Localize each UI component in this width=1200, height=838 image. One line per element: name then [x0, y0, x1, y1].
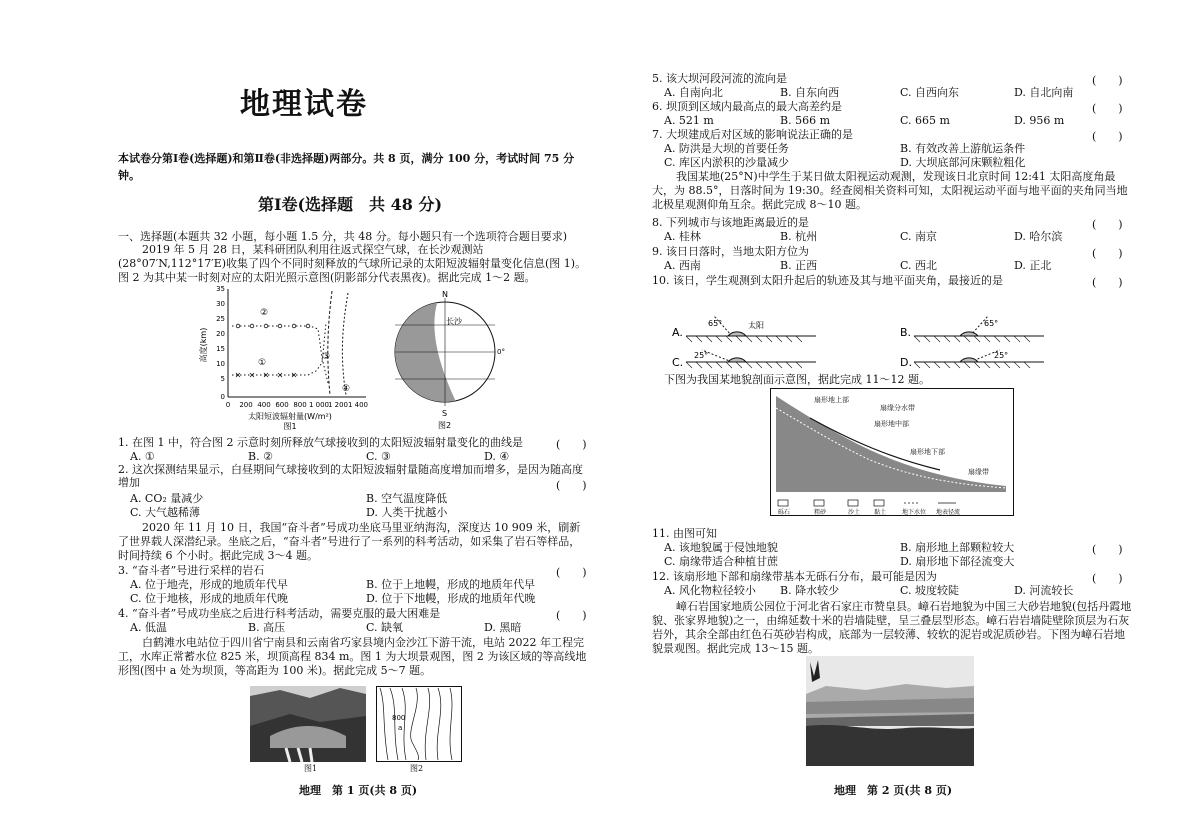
- q8-stem: 8. 下列城市与该地距离最近的是: [652, 216, 809, 229]
- page-footer-2: 地理 第 2 页(共 8 页): [834, 784, 953, 797]
- q7-option-b: B. 有效改善上游航运条件: [900, 142, 1026, 155]
- q7-option-c: C. 库区内淤积的沙量减少: [664, 156, 790, 169]
- q10-stem: 10. 该日，学生观测到太阳升起后的轨迹及其与地平面夹角，最接近的是: [652, 274, 1003, 287]
- q12-option-c: C. 坡度较陡: [900, 584, 960, 597]
- fan-label-upper: 扇形地上部: [814, 396, 849, 404]
- svg-text:沙土: 沙土: [848, 509, 861, 516]
- q4-option-d: D. 黑暗: [484, 621, 522, 634]
- q11-option-a: A. 该地貌属于侵蚀地貌: [664, 541, 778, 554]
- q3-answer-paren: ( ): [556, 566, 587, 579]
- fig1-xtick: 200: [239, 401, 253, 409]
- cliff-landscape-photo: [806, 656, 974, 766]
- q12-option-a: A. 风化物粒径较小: [664, 584, 756, 597]
- q2-answer-paren: ( ): [556, 479, 587, 492]
- fig1-ytick: 0: [220, 393, 225, 401]
- q1-option-d: D. ④: [484, 450, 510, 463]
- passage-2: 2020 年 11 月 10 日，我国“奋斗者”号成功坐底马里亚纳海沟，深度达 10 909 米，刷新了世界载人深潜纪录。坐底之后，“奋斗者”号进行了一系列的科考活动，如采集了岩石等样品，时间持续 6 个小时。据此完成 3～4 题。: [118, 521, 581, 562]
- fig1-label-2: ②: [260, 308, 269, 318]
- q12-answer-paren: ( ): [1092, 572, 1123, 585]
- dam-landscape-photo: [250, 686, 366, 762]
- fig1-xtick: 800: [293, 401, 307, 409]
- svg-text:地表径流: 地表径流: [936, 509, 961, 516]
- svg-text:砾石: 砾石: [778, 509, 791, 516]
- fig1-ytick: 15: [216, 345, 225, 353]
- globe-cs-label: 长沙: [446, 317, 462, 326]
- contour-map: [376, 686, 462, 762]
- fig1-xtick: 0: [225, 401, 231, 409]
- point-a-label: a: [398, 724, 403, 732]
- globe-eq-label: 0°: [497, 348, 505, 356]
- fig1-x-ticks: [226, 401, 368, 409]
- fig1-ytick: 5: [220, 375, 225, 383]
- fig1-label-1: ①: [258, 358, 267, 368]
- fig1-ytick: 20: [216, 330, 225, 338]
- svg-text:B.: B.: [900, 326, 912, 339]
- q4-option-b: B. 高压: [248, 621, 286, 634]
- figure-2-globe: [390, 290, 510, 430]
- q5-option-a: A. 自南向北: [664, 86, 723, 99]
- q8-option-a: A. 桂林: [664, 230, 701, 243]
- q2-stem: 2. 这次探测结果显示，白昼期间气球接收到的太阳短波辐射量随高度增加而增多，是因为随高度增加: [118, 463, 583, 489]
- q7-stem: 7. 大坝建成后对区域的影响说法正确的是: [652, 128, 853, 141]
- q9-option-a: A. 西南: [664, 259, 701, 272]
- q6-stem: 6. 坝顶到区域内最高点的最大高差约是: [652, 100, 842, 113]
- q3-option-d: D. 位于下地幔，形成的地质年代晚: [366, 592, 536, 605]
- q6-option-c: C. 665 m: [900, 114, 950, 127]
- q7-option-d: D. 大坝底部河床颗粒粗化: [900, 156, 1026, 169]
- q2-option-a: A. CO₂ 量减少: [130, 492, 204, 505]
- svg-text:太阳: 太阳: [748, 321, 764, 330]
- q3-option-c: C. 位于地核，形成的地质年代晚: [130, 592, 289, 605]
- q10-option-b-diagram: [900, 316, 1044, 342]
- page-right: [600, 0, 1200, 838]
- exam-intro: 本试卷分第Ⅰ卷(选择题)和第Ⅱ卷(非选择题)两部分。共 8 页，满分 100 分，考试时间 75 分钟。: [118, 152, 575, 182]
- fig1-curve-3: [328, 291, 332, 395]
- q4-answer-paren: ( ): [556, 609, 587, 622]
- q8-answer-paren: ( ): [1092, 218, 1123, 231]
- passage-5: 下图为我国某地貌剖面示意图，据此完成 11～12 题。: [664, 373, 930, 386]
- q5-option-d: D. 自北向南: [1014, 86, 1074, 99]
- q5-stem: 5. 该大坝河段河流的流向是: [652, 72, 787, 85]
- q8-option-b: B. 杭州: [780, 230, 818, 243]
- fig1-xtick: 600: [275, 401, 289, 409]
- q5-answer-paren: ( ): [1092, 74, 1123, 87]
- fan-label-divide: 扇缘分水带: [880, 404, 915, 412]
- fig1-xtick: 1 200: [327, 401, 349, 409]
- part1-heading: 一、选择题(本题共 32 小题，每小题 1.5 分，共 48 分。每小题只有一个选项符合题目要求): [118, 230, 568, 243]
- q7-answer-paren: ( ): [1092, 130, 1123, 143]
- q11-stem: 11. 由图可知: [652, 527, 717, 540]
- svg-text:地下水位: 地下水位: [902, 509, 927, 516]
- fig1-xlabel: 太阳短波辐射量(W/m²): [248, 412, 332, 421]
- figure-1-radiation-chart: [200, 283, 372, 431]
- q6-option-b: B. 566 m: [780, 114, 830, 127]
- q4-option-c: C. 缺氧: [366, 621, 404, 634]
- q7-option-a: A. 防洪是大坝的首要任务: [664, 142, 789, 155]
- fan-label-edge: 扇缘带: [968, 468, 989, 476]
- fig1-label-3: ③: [322, 352, 331, 362]
- fan-label-lower: 扇形地下部: [910, 448, 945, 456]
- q4-option-a: A. 低温: [130, 621, 167, 634]
- svg-text:65°: 65°: [984, 319, 999, 328]
- globe-n-label: N: [442, 290, 448, 299]
- q12-option-b: B. 降水较少: [780, 584, 840, 597]
- q2-option-d: D. 人类干扰越小: [366, 506, 448, 519]
- q2-option-b: B. 空气温度降低: [366, 492, 448, 505]
- q2-option-c: C. 大气越稀薄: [130, 506, 201, 519]
- q11-option-c: C. 扇缘带适合种植甘蔗: [664, 555, 779, 568]
- q8-option-d: D. 哈尔滨: [1014, 230, 1063, 243]
- q3-stem: 3. “奋斗者”号进行采样的岩石: [118, 564, 265, 577]
- q10-answer-paren: ( ): [1092, 276, 1123, 289]
- fan-label-middle: 扇形地中部: [874, 420, 909, 428]
- fig1-xtick: 1 400: [347, 401, 369, 409]
- fig1-label-4: ④: [342, 384, 351, 394]
- q9-answer-paren: ( ): [1092, 247, 1123, 260]
- svg-text:粗砂: 粗砂: [814, 509, 827, 516]
- q3-option-a: A. 位于地壳，形成的地质年代早: [130, 578, 288, 591]
- fig1-ytick: 10: [216, 360, 225, 368]
- fig3-caption-2: 图2: [410, 764, 424, 773]
- q5-option-b: B. 自东向西: [780, 86, 840, 99]
- q6-option-a: A. 521 m: [664, 114, 714, 127]
- q6-answer-paren: ( ): [1092, 102, 1123, 115]
- q9-option-b: B. 正西: [780, 259, 818, 272]
- passage-6: 嶂石岩国家地质公园位于河北省石家庄市赞皇县。嶂石岩地貌为中国三大砂岩地貌(包括丹霞地貌、张家界地貌)之一，由绵延数十米的岩墙陡壁，呈三叠层型形态。嶂石岩岩墙陡壁除顶层为石灰岩外，其余全部由红色石英砂岩构成，底部为一层较薄、较软的泥岩或泥质砂岩。下图为嶂石岩地貌景观图。据此完成 13～15 题。: [652, 600, 1132, 655]
- q8-option-c: C. 南京: [900, 230, 938, 243]
- q10-option-diagrams: [660, 306, 1140, 372]
- passage-1: 2019 年 5 月 28 日，某科研团队利用往返式探空气球，在长沙观测站(28°07′N,112°17′E)收集了四个不同时刻释放的气球所记录的太阳短波辐射量变化信息(图 1)。图 2 为其中某一时刻对应的太阳光照示意图(阴影部分代表黑夜)。据此完成 1～2 题。: [118, 243, 587, 284]
- q9-option-d: D. 正北: [1014, 259, 1052, 272]
- passage-4: 我国某地(25°N)中学生于某日做太阳视运动观测，发现该日北京时间 12:41 太阳高度角最大，为 88.5°，日落时间为 19:30。经查阅相关资料可知，太阳视运动平面与地平面的夹角同当地北极星观测仰角互余。据此完成 8～10 题。: [652, 170, 1128, 211]
- q12-stem: 12. 该扇形地下部和扇缘带基本无砾石分布，最可能是因为: [652, 570, 937, 583]
- svg-text:25°: 25°: [694, 351, 709, 360]
- svg-text:C.: C.: [672, 356, 684, 369]
- svg-text:25°: 25°: [994, 351, 1009, 360]
- q1-option-a: A. ①: [130, 450, 155, 463]
- q5-option-c: C. 自西向东: [900, 86, 960, 99]
- exam-title: 地理试卷: [240, 87, 368, 122]
- section-title: 第Ⅰ卷(选择题 共 48 分): [258, 195, 443, 214]
- q6-option-d: D. 956 m: [1014, 114, 1065, 127]
- q1-option-b: B. ②: [248, 450, 273, 463]
- fig1-caption: 图1: [283, 422, 297, 431]
- fig1-xtick: 1 000: [308, 401, 330, 409]
- contour-label: 800: [392, 714, 406, 722]
- alluvial-fan-diagram: [770, 388, 1014, 516]
- page-footer-1: 地理 第 1 页(共 8 页): [299, 784, 418, 797]
- fig1-ytick: 35: [216, 285, 225, 293]
- fig1-y-ticks: [216, 285, 225, 401]
- fig1-curve-1: [232, 323, 326, 375]
- q10-option-d-diagram: [900, 350, 1044, 369]
- fig3-caption-1: 图1: [304, 764, 318, 773]
- q11-answer-paren: ( ): [1092, 543, 1123, 556]
- q1-stem: 1. 在图 1 中，符合图 2 示意时刻所释放气球接收到的太阳短波辐射量变化的曲线是: [118, 436, 523, 449]
- svg-text:黏土: 黏土: [874, 509, 887, 516]
- q12-option-d: D. 河流较长: [1014, 584, 1074, 597]
- q3-option-b: B. 位于上地幔，形成的地质年代早: [366, 578, 536, 591]
- globe-s-label: S: [442, 409, 448, 418]
- q11-option-b: B. 扇形地上部颗粒较大: [900, 541, 1015, 554]
- q1-answer-paren: ( ): [556, 438, 587, 451]
- q4-stem: 4. “奋斗者”号成功坐底之后进行科考活动，需要克服的最大困难是: [118, 607, 441, 620]
- fig2-caption: 图2: [438, 421, 452, 430]
- q9-option-c: C. 西北: [900, 259, 938, 272]
- q11-option-d: D. 扇形地下部径流变大: [900, 555, 1015, 568]
- q10-option-a-diagram: [672, 316, 816, 342]
- q9-stem: 9. 该日日落时，当地太阳方位为: [652, 245, 809, 258]
- fig1-ytick: 30: [216, 300, 225, 308]
- fig1-curve-4: [342, 293, 351, 395]
- q1-option-c: C. ③: [366, 450, 391, 463]
- svg-text:D.: D.: [900, 356, 912, 369]
- svg-text:65°: 65°: [708, 319, 723, 328]
- svg-text:A.: A.: [672, 326, 683, 339]
- fig1-ylabel: 高度(km): [199, 327, 208, 363]
- passage-3: 白鹤滩水电站位于四川省宁南县和云南省巧家县境内金沙江下游干流，电站 2022 年工程完工，水库正常蓄水位 825 米，坝顶高程 834 m。图 1 为大坝景观图，图 2 为该区域的等高线地形图(图中 a 处为坝顶，等高距为 100 米)。据此完成 5～7 题。: [118, 636, 587, 677]
- fig1-xtick: 400: [257, 401, 271, 409]
- fig1-ytick: 25: [216, 315, 225, 323]
- q10-option-c-diagram: [672, 350, 816, 369]
